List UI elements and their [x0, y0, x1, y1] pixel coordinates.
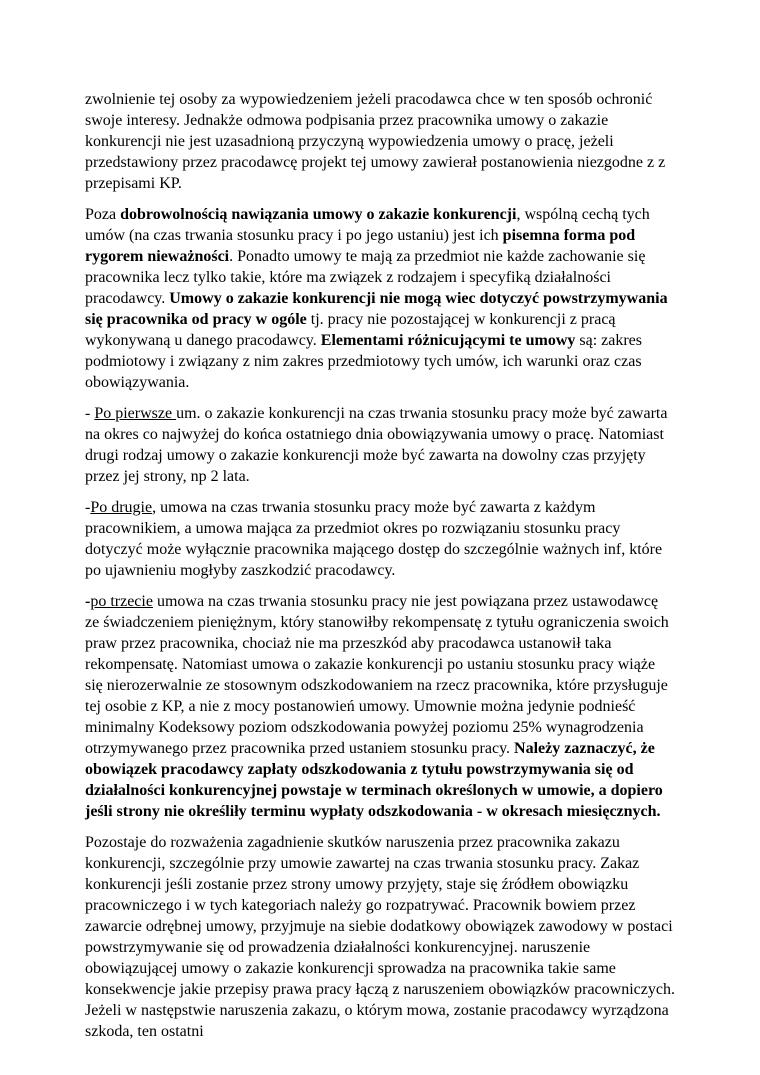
- paragraph: [85, 497, 675, 581]
- text-run-underline: Po pierwsze: [94, 405, 177, 422]
- text-run-normal: -: [85, 405, 95, 422]
- text-run-normal: Pozostaje do rozważenia zagadnienie skutków naruszenia przez pracownika zakazu konkurencji, szczególnie przy umowie zawartej na czas trwania stosunku pracy. Zakaz konkurencji jeśli zostanie przez strony umowy przyjęty, staje się źródłem obowiązku pracowniczego i w tych kategoriach należy go rozpatrywać. Pracownik bowiem przez zawarcie odrębnej umowy, przyjmuje na siebie dodatkowy obowiązek zawodowy w postaci powstrzymywanie się od prowadzenia działalności konkurencyjnej. naruszenie obowiązującej umowy o zakazie konkurencji sprowadza na pracownika takie same konsekwencje jakie przepisy prawa pracy łączą z naruszeniem obowiązków pracowniczych. Jeżeli w następstwie naruszenia zakazu, o którym mowa, zostanie pracodawcy wyrządzona szkoda, ten ostatni: [85, 834, 675, 1040]
- document-text-block: [85, 89, 675, 1042]
- text-run-underline: po trzecie: [90, 593, 153, 610]
- text-run-bold: -: [85, 593, 91, 610]
- text-run-normal: . Ponadto umowy te mają za przedmiot nie każde zachowanie się pracownika lecz tylko takie, które ma związek z rodzajem i specyfiką działalności pracodawcy.: [85, 248, 646, 307]
- text-run-normal: umowa na czas trwania stosunku pracy nie jest powiązana przez ustawodawcę ze świadczeniem pieniężnym, który stanowiłby rekompensatę z tytułu ograniczenia swoich praw przez pracownika, chociaż nie ma przeszkód aby pracodawca ustanowił taka rekompensatę. Natomiast umowa o zakazie konkurencji po ustaniu stosunku pracy wiąże się nierozerwalnie ze stosownym odszkodowaniem na rzecz pracownika, które przysługuje tej osobie z KP, a nie z mocy postanowień umowy. Umownie można jedynie podnieść minimalny Kodeksowy poziom odszkodowania powyżej poziomu 25% wynagrodzenia otrzymywanego przez pracownika przed ustaniem stosunku pracy.: [85, 593, 669, 757]
- text-run-bold: Umowy o zakazie konkurencji nie mogą wiec dotyczyć powstrzymywania się pracownika od pracy w ogóle: [85, 290, 668, 328]
- paragraph: [85, 832, 675, 1042]
- paragraph: [85, 591, 675, 822]
- text-run-normal: zwolnienie tej osoby za wypowiedzeniem jeżeli pracodawca chce w ten sposób ochronić swoje interesy. Jednakże odmowa podpisania przez pracownika umowy o zakazie konkurencji nie jest uzasadnioną przyczyną wypowiedzenia umowy o pracę, jeżeli przedstawiony przez pracodawcę projekt tej umowy zawierał postanowienia niezgodne z z przepisami KP.: [85, 91, 666, 192]
- paragraph: [85, 403, 675, 487]
- paragraph: [85, 204, 675, 393]
- text-run-normal: tj. pracy nie pozostającej w konkurencji z pracą wykonywaną u danego pracodawcy.: [85, 311, 616, 349]
- text-run-underline: Po drugie: [90, 499, 153, 516]
- text-run-bold: Elementami różnicującymi te umowy: [320, 332, 576, 349]
- text-run-normal: Poza: [85, 206, 121, 223]
- text-run-normal: , umowa na czas trwania stosunku pracy może być zawarta z każdym pracownikiem, a umowa mająca za przedmiot okres po rozwiązaniu stosunku pracy dotyczyć może wyłącznie pracownika mającego dostęp do szczególnie ważnych inf, które po ujawnieniu mogłyby zaszkodzić pracodawcy.: [85, 499, 663, 579]
- text-run-normal: , wspólną cechą tych umów (na czas trwania stosunku pracy i po jego ustaniu) jest ich: [85, 206, 650, 244]
- text-run-bold: dobrowolnością nawiązania umowy o zakazie konkurencji: [120, 206, 517, 223]
- paragraph: [85, 89, 675, 194]
- text-run-bold: pisemna forma pod rygorem nieważności: [85, 227, 636, 265]
- text-run-normal: -: [85, 499, 91, 516]
- text-run-bold: Należy zaznaczyć, że obowiązek pracodawcy zapłaty odszkodowania z tytułu powstrzymywania się od działalności konkurencyjnej powstaje w terminach określonych w umowie, a dopiero jeśli strony nie określiły terminu wypłaty odszkodowania - w okresach miesięcznych.: [85, 740, 663, 820]
- text-run-normal: są: zakres podmiotowy i związany z nim zakres przedmiotowy tych umów, ich warunki oraz czas obowiązywania.: [85, 332, 643, 391]
- text-run-normal: um. o zakazie konkurencji na czas trwania stosunku pracy może być zawarta na okres co najwyżej do końca ostatniego dnia obowiązywania umowy o pracę. Natomiast drugi rodzaj umowy o zakazie konkurencji może być zawarta na dowolny czas przyjęty przez jej strony, np 2 lata.: [85, 405, 668, 485]
